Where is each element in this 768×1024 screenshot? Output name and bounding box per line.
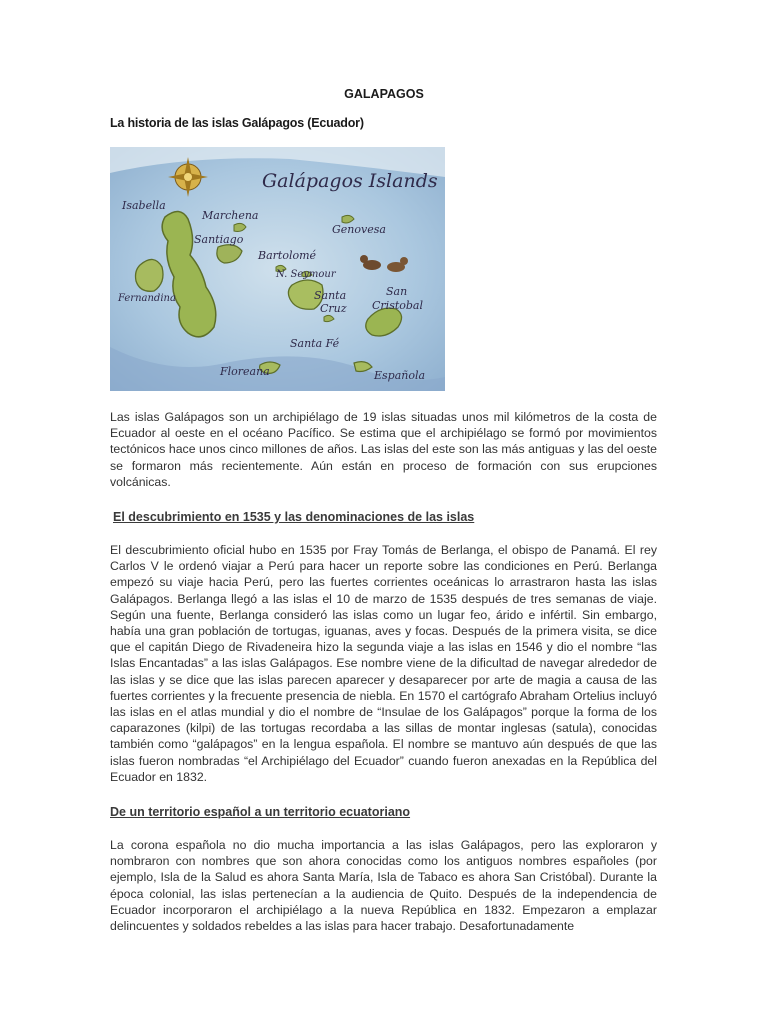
map-label-fernandina: Fernandina: [118, 293, 176, 304]
map-label-santiago: Santiago: [194, 233, 244, 246]
map-title: Galápagos Islands: [262, 170, 438, 192]
section-heading-territory: De un territorio español a un territorio ecuatoriano: [110, 805, 411, 819]
map-label-espanola: Española: [374, 369, 426, 382]
map-label-bartolome: Bartolomé: [258, 249, 317, 262]
discovery-paragraph: El descubrimiento oficial hubo en 1535 por Fray Tomás de Berlanga, el obispo de Panamá. El rey Carlos V le ordenó viajar a Perú para hacer un reporte sobre las condiciones en Perú. Berlanga empezó su viaje hacia Perú, pero las fuertes corrientes oceánicas lo arrastraron hasta las islas Galápagos. Berlanga llegó a las islas el 10 de marzo de 1535 después de tres semanas de viaje. Según una fuente, Berlanga consideró las islas como un lugar feo, árido e infértil. Sin embargo, había una gran población de tortugas, iguanas, aves y focas. Después de la primera visita, se dice que el capitán Diego de Rivadeneira hizo la segunda viaje a las islas en 1546 y dio el nombre “las Islas Encantadas” a las islas Galápagos. Ese nombre viene de la dificultad de navegar alrededor de las islas y se dice que las islas parecen aparecer y desaparecer por arte de magia a causa de las fuertes corrientes y la frecuente presencia de niebla. En 1570 el cartógrafo Abraham Ortelius incluyó las islas en el atlas mundial y dio el nombre de “Insulae de los Galápagos” porque la forma de los caparazones (kilpi) de las tortugas recordaba a las sillas de montar inglesas (satula), conocidas también como “galápagos” en la lengua española. El nombre se mantuvo aún después de que las islas fueron nombradas “el Archipiélago del Ecuador” cuando fueron anexadas en la República del Ecuador en 1832.: [110, 543, 657, 784]
map-label-floreana: Floreana: [220, 365, 270, 378]
map-label-san-cristobal-1: San: [386, 285, 408, 298]
map-label-santa-cruz-2: Cruz: [320, 302, 347, 315]
map-label-santa-cruz-1: Santa: [314, 289, 347, 302]
map-label-seymour: N. Seymour: [276, 269, 336, 280]
document-subtitle: La historia de las islas Galápagos (Ecuador): [110, 116, 364, 130]
section-heading-discovery: El descubrimiento en 1535 y las denominaciones de las islas: [113, 510, 475, 524]
map-label-san-cristobal-2: Cristobal: [372, 299, 423, 312]
map-label-isabela: Isabella: [122, 199, 166, 212]
map-label-genovesa: Genovesa: [332, 223, 386, 236]
map-label-santa-fe: Santa Fé: [290, 337, 340, 350]
territory-paragraph: La corona española no dio mucha importancia a las islas Galápagos, pero las exploraron y nombraron con nombres que son ahora conocidas como los antiguos nombres españoles (por ejemplo, Isla de la Salud es ahora Santa María, Isla de Tabaco es ahora San Cristóbal). Durante la época colonial, las islas pertenecían a la audiencia de Quito. Después de la independencia de Ecuador incorporaron el archipiélago a la nueva República en 1832. Empezaron a emplazar delincuentes y soldados rebeldes a las islas para hacer trabajo. Desafortunadamente: [110, 838, 657, 934]
document-title: GALAPAGOS: [344, 87, 424, 101]
galapagos-map-image: [110, 147, 445, 391]
intro-paragraph: Las islas Galápagos son un archipiélago de 19 islas situadas unos mil kilómetros de la costa de Ecuador al oeste en el océano Pacífico. Se estima que el archipiélago se formó por movimientos tectónicos hace unos cinco millones de años. Las islas del este son las más antiguas y las del oeste se formaron más recientemente. Aún están en proceso de formación con sus erupciones volcánicas.: [110, 410, 657, 489]
map-label-marchena: Marchena: [202, 209, 259, 222]
